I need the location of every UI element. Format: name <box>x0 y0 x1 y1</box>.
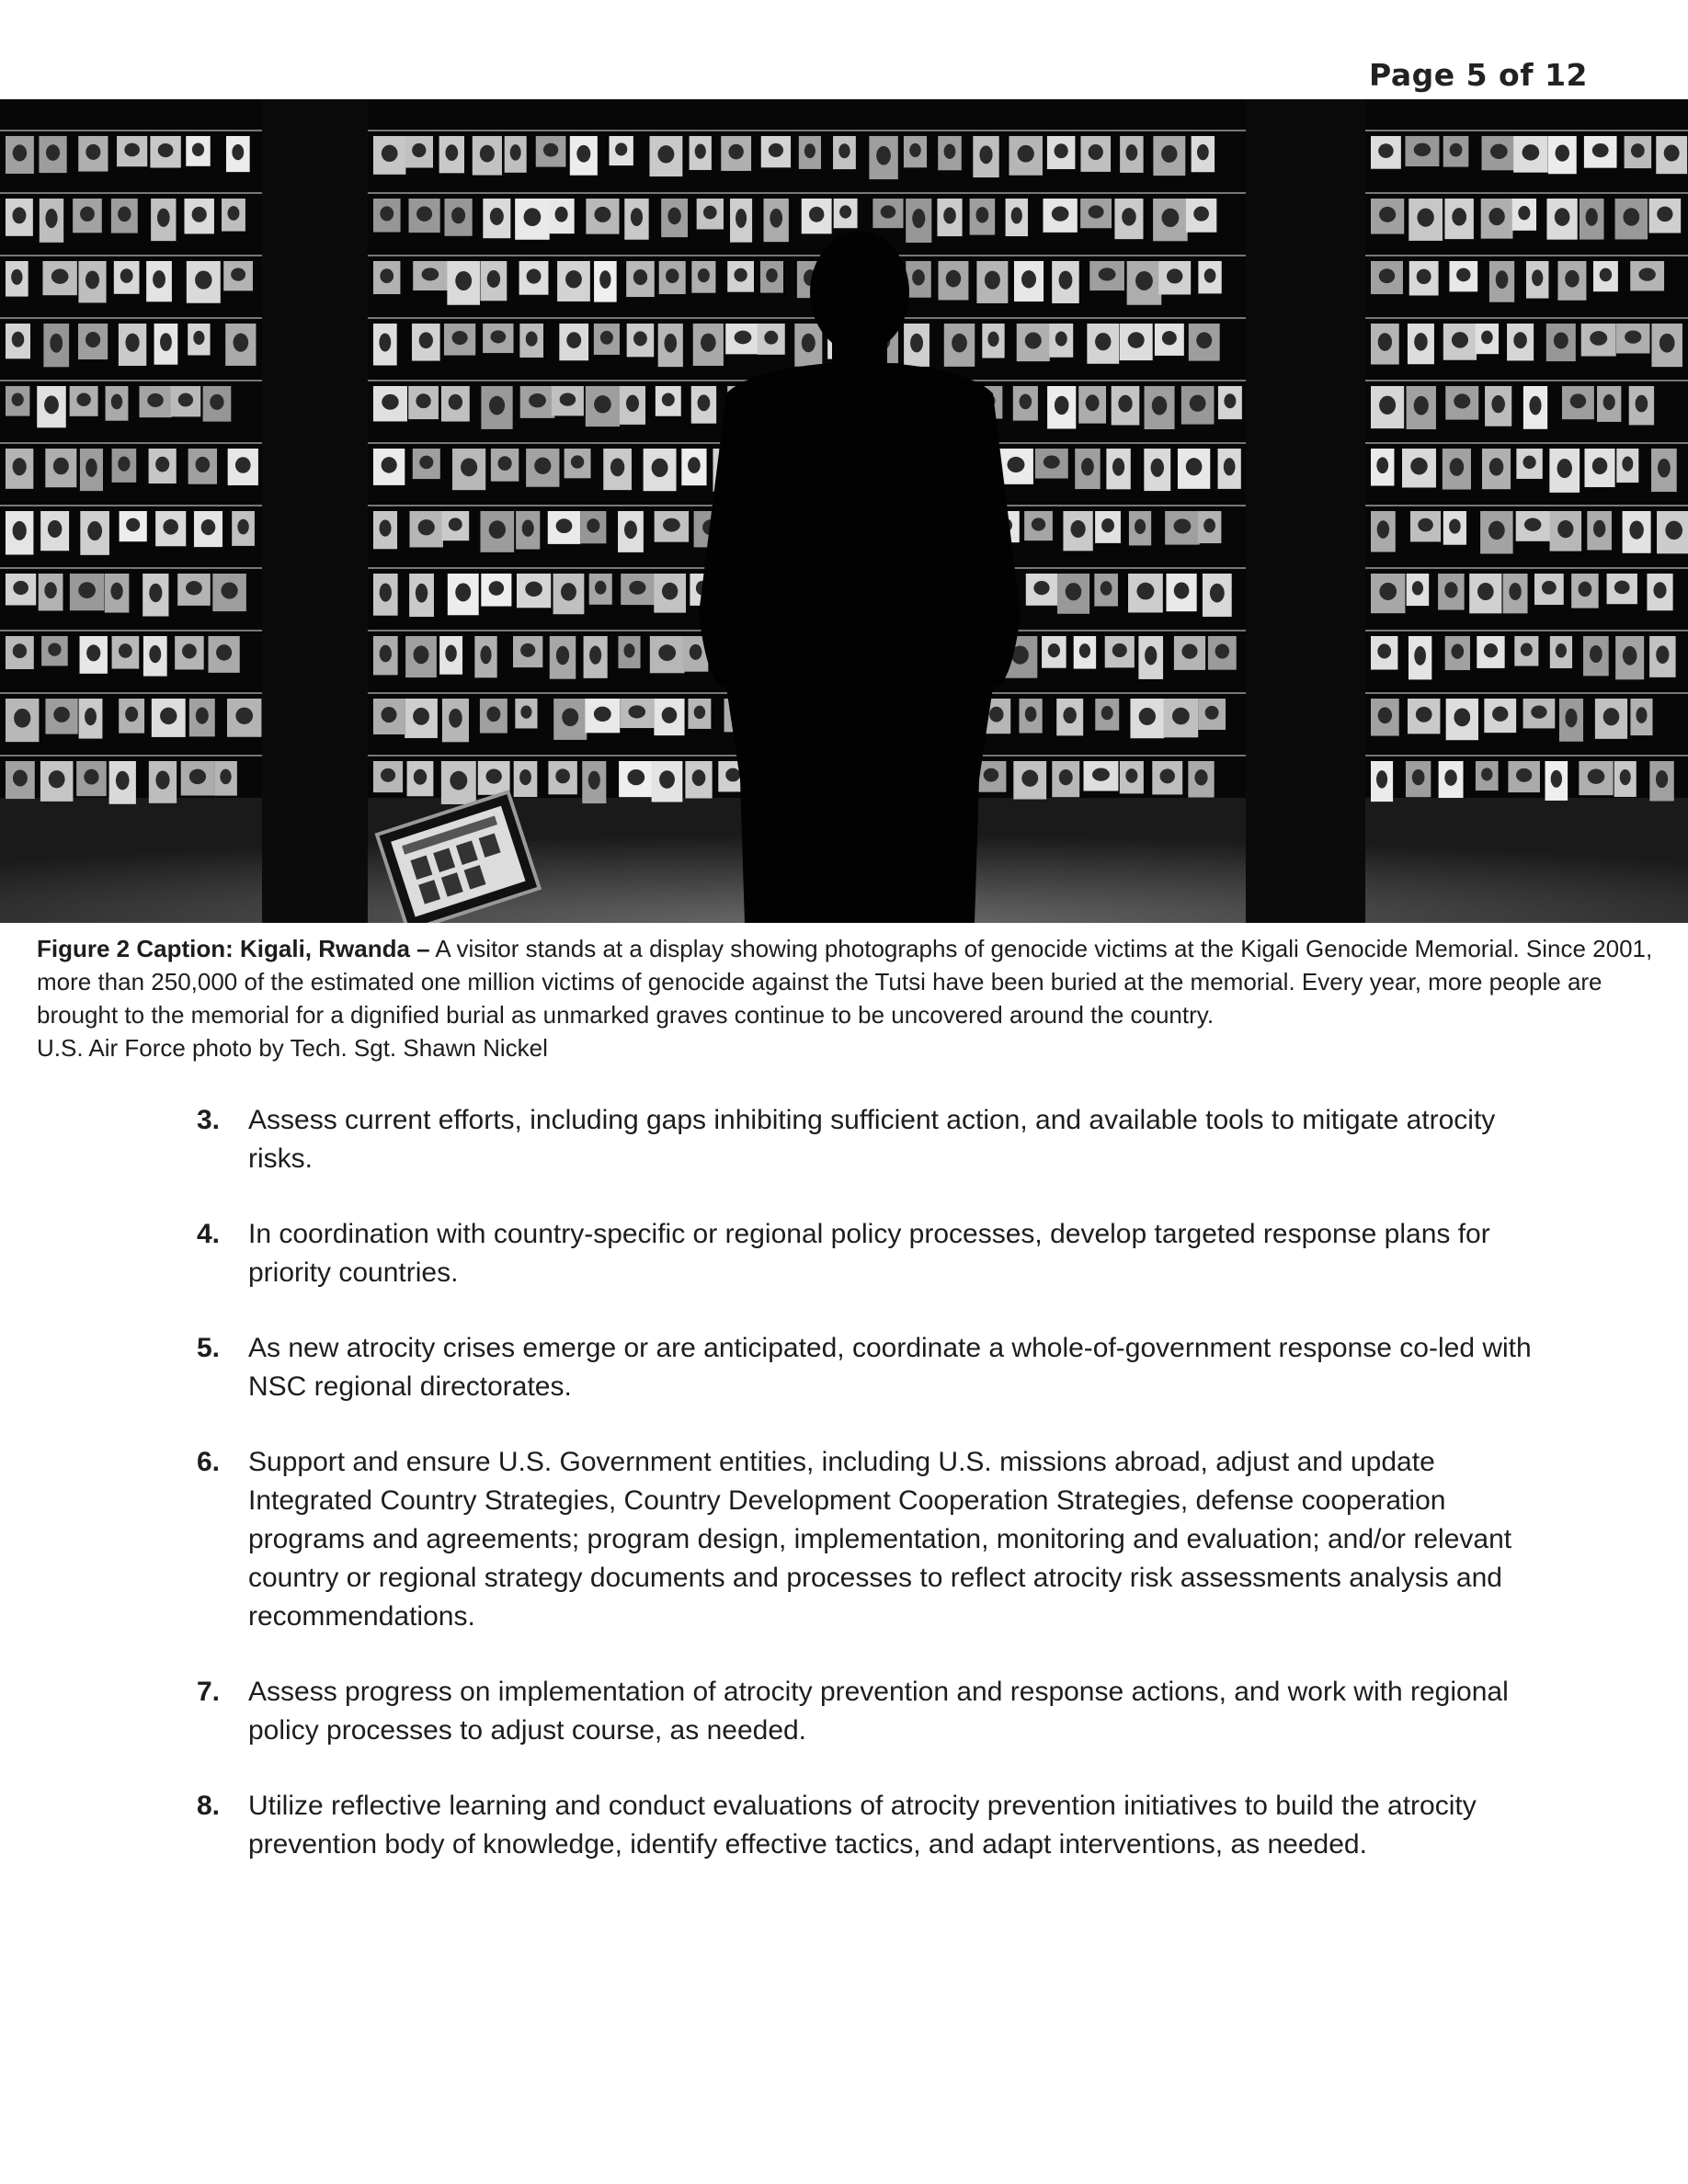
memorial-photo <box>0 99 1688 923</box>
figure-caption <box>37 932 1655 1064</box>
photo-credit: U.S. Air Force photo by Tech. Sgt. Shawn Nickel <box>37 1034 548 1062</box>
list-item-number: 4. <box>197 1219 221 1249</box>
page-number: Page 5 of 12 <box>1369 57 1588 93</box>
list-item <box>197 1787 1548 1864</box>
caption-paragraph <box>37 932 1655 1031</box>
list-item <box>197 1673 1548 1750</box>
list-item-text: Assess current efforts, including gaps inhibiting sufficient action, and available tools to mitigate atrocity risks. <box>248 1105 1496 1174</box>
caption-lead: Figure 2 Caption: Kigali, Rwanda – <box>37 935 430 962</box>
action-list <box>197 1101 1548 1901</box>
list-item-number: 6. <box>197 1447 221 1477</box>
list-item-text: As new atrocity crises emerge or are anticipated, coordinate a whole-of-government response co-led with NSC regional directorates. <box>248 1333 1532 1402</box>
list-item <box>197 1215 1548 1292</box>
caption-text: A visitor stands at a display showing photographs of genocide victims at the Kigali Genocide Memorial. Since 2001, more than 250,000 of the estimated one million victims of genocide against the Tutsi have been buried at the memorial. Every year, more people are brought to the memorial for a dignified burial as unmarked graves continue to be uncovered around the country. <box>37 935 1653 1029</box>
list-item <box>197 1101 1548 1178</box>
list-item-number: 8. <box>197 1791 221 1821</box>
list-item <box>197 1443 1548 1636</box>
list-item-text: Utilize reflective learning and conduct evaluations of atrocity prevention initiatives to build the atrocity prevention body of knowledge, identify effective tactics, and adapt interventions, as needed. <box>248 1791 1477 1860</box>
list-item-text: Assess progress on implementation of atrocity prevention and response actions, and work with regional policy processes to adjust course, as needed. <box>248 1677 1509 1746</box>
list-item <box>197 1329 1548 1406</box>
list-item-number: 7. <box>197 1677 221 1707</box>
list-item-number: 5. <box>197 1333 221 1363</box>
list-item-text: Support and ensure U.S. Government entities, including U.S. missions abroad, adjust and update Integrated Country Strategies, Country Development Cooperation Strategies, defense cooperation programs and agreements; program design, implementation, monitoring and evaluation; and/or relevant country or regional strategy documents and processes to reflect atrocity risk assessments analysis and recommendations. <box>248 1447 1512 1632</box>
memorial-photo-icon <box>0 99 1688 923</box>
list-item-number: 3. <box>197 1105 221 1135</box>
list-item-text: In coordination with country-specific or regional policy processes, develop targeted response plans for priority countries. <box>248 1219 1490 1288</box>
